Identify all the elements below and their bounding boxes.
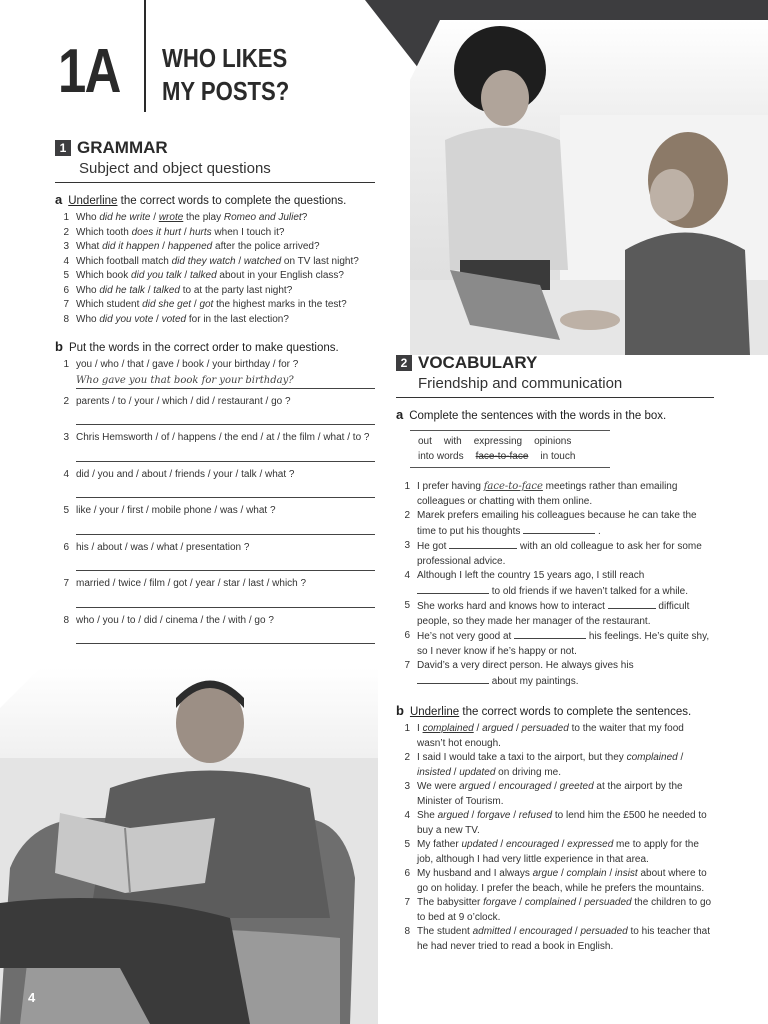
- item-prompt: you / who / that / gave / book / your birthday / for ?: [76, 359, 299, 370]
- list-item: [396, 480, 714, 509]
- photo-colleagues-illustration: [410, 20, 768, 355]
- list-item: [396, 751, 714, 780]
- answer-line[interactable]: [76, 374, 375, 389]
- item-number: 6: [404, 868, 410, 879]
- list-item: [55, 255, 375, 270]
- answer-line[interactable]: [76, 556, 375, 571]
- item-text: The babysitter forgave / complained / persuaded the children to go to bed at 9 o’clock.: [417, 897, 712, 923]
- exercise-letter-a: a: [55, 192, 63, 207]
- item-text: [76, 541, 375, 572]
- grammar-heading: [55, 138, 375, 158]
- item-text: She works hard and knows how to interact difficult people, so they made her manager of the restaurant.: [417, 601, 690, 627]
- item-number: 8: [63, 614, 69, 626]
- item-text: [76, 468, 375, 499]
- item-number: 7: [404, 897, 410, 908]
- item-text: [76, 395, 375, 426]
- list-item: [55, 614, 375, 645]
- list-item: [55, 298, 375, 313]
- item-number: 5: [404, 839, 410, 850]
- vocabulary-a-instruction: [396, 407, 714, 422]
- item-text: He’s not very good at his feelings. He’s quite shy, so I never know if he’s happy or not.: [417, 631, 710, 657]
- grammar-heading-text: GRAMMAR: [77, 138, 168, 157]
- item-text: Marek prefers emailing his colleagues because he can take the time to put his thoughts .: [417, 510, 697, 537]
- item-number: 1: [63, 359, 69, 370]
- vocabulary-a-instruction-text: Complete the sentences with the words in the box.: [409, 410, 667, 422]
- item-number: 4: [404, 810, 410, 821]
- item-text: I said I would take a taxi to the airport, but they complained / insisted / updated on driving me.: [417, 752, 684, 778]
- item-text: Which student did she get / got the highest marks in the test?: [76, 299, 347, 310]
- box-word: into words: [418, 451, 464, 462]
- vocabulary-number-badge: 2: [396, 355, 412, 371]
- item-prompt: like / your / first / mobile phone / was / what ?: [76, 505, 276, 516]
- box-word: expressing: [473, 436, 523, 447]
- item-text: David’s a very direct person. He always gives his about my paintings.: [417, 660, 634, 687]
- item-number: 8: [63, 313, 69, 325]
- vocabulary-subheading: Friendship and communication: [418, 375, 623, 392]
- item-text: Who did you vote / voted for in the last election?: [76, 313, 289, 325]
- item-number: 2: [404, 752, 410, 763]
- vocabulary-heading-text: VOCABULARY: [418, 353, 538, 372]
- item-number: 4: [63, 468, 69, 480]
- item-number: 5: [63, 505, 69, 516]
- item-number: 5: [63, 270, 69, 281]
- box-word: face-to-face: [475, 451, 529, 462]
- list-item: [55, 395, 375, 426]
- item-text: My husband and I always argue / complain / insist about where to go on holiday. I prefer the beach, while he prefers the mountains.: [417, 868, 707, 894]
- photo-colleagues: [410, 20, 768, 355]
- answer-line[interactable]: [76, 447, 375, 462]
- list-item: [55, 541, 375, 572]
- box-word: out: [418, 436, 432, 447]
- grammar-a-list: [55, 211, 375, 327]
- word-box-row-1: [418, 434, 610, 449]
- list-item: [396, 867, 714, 896]
- grammar-subheading: Subject and object questions: [79, 160, 271, 177]
- item-text: We were argued / encouraged / greeted at the airport by the Minister of Tourism.: [417, 781, 683, 807]
- answer-line[interactable]: [76, 410, 375, 425]
- item-number: 7: [63, 578, 69, 589]
- list-item: [396, 629, 714, 659]
- answer-line[interactable]: [76, 483, 375, 498]
- vocabulary-b-instruction-text: the correct words to complete the sentences.: [459, 706, 692, 718]
- list-item: [396, 896, 714, 925]
- list-item: [55, 504, 375, 535]
- list-item: [55, 226, 375, 241]
- vocabulary-b-instruction: [396, 703, 714, 718]
- item-text: She argued / forgave / refused to lend him the £500 he needed to buy a new TV.: [417, 810, 707, 836]
- exercise-letter-a: a: [396, 407, 404, 422]
- unit-code: 1A: [58, 37, 120, 106]
- exercise-letter-b: b: [396, 703, 404, 718]
- box-word: opinions: [534, 436, 572, 447]
- item-number: 3: [404, 781, 410, 792]
- item-prompt: married / twice / film / got / year / star / last / which ?: [76, 578, 307, 589]
- item-text: Which book did you talk / talked about in your English class?: [76, 270, 344, 281]
- exercise-letter-b: b: [55, 339, 63, 354]
- item-number: 2: [63, 395, 69, 407]
- item-text: [76, 504, 375, 535]
- handwritten-answer: Who gave you that book for your birthday?: [76, 374, 294, 386]
- item-number: 1: [404, 723, 410, 734]
- title-divider: [144, 0, 146, 112]
- vocabulary-section: [396, 353, 714, 954]
- item-text: Who did he write / wrote the play Romeo and Juliet?: [76, 212, 308, 223]
- item-number: 6: [404, 630, 410, 641]
- list-item: [396, 569, 714, 599]
- vocabulary-b-list: [396, 722, 714, 954]
- underline-word: Underline: [68, 195, 118, 207]
- list-item: [55, 577, 375, 608]
- item-prompt: his / about / was / what / presentation ?: [76, 541, 250, 553]
- photo-man-reading: [0, 668, 378, 1024]
- item-prompt: Chris Hemsworth / of / happens / the end / at / the film / what / to ?: [76, 432, 370, 443]
- item-text: I complained / argued / persuaded to the waiter that my food wasn’t hot enough.: [417, 723, 684, 749]
- item-number: 1: [404, 481, 410, 492]
- grammar-b-instruction-text: Put the words in the correct order to make questions.: [68, 342, 339, 354]
- unit-title-line1: WHO LIKES: [162, 43, 288, 73]
- page-number: 4: [28, 990, 36, 1005]
- item-text: The student admitted / encouraged / persuaded to his teacher that he had never tried to read a book in English.: [417, 926, 711, 952]
- item-text: [76, 614, 375, 645]
- list-item: [396, 780, 714, 809]
- grammar-b-list: [55, 358, 375, 644]
- item-text: My father updated / encouraged / expressed me to apply for the job, although I had very little experience in that area.: [417, 839, 699, 865]
- list-item: [55, 431, 375, 462]
- box-word: in touch: [540, 451, 576, 462]
- item-text: [76, 431, 375, 462]
- vocabulary-rule: [396, 397, 714, 398]
- list-item: [55, 211, 375, 226]
- item-number: 5: [404, 600, 410, 611]
- underline-word: Underline: [409, 706, 460, 718]
- list-item: [55, 284, 375, 299]
- item-text: What did it happen / happened after the police arrived?: [76, 241, 320, 252]
- unit-title-line2: MY POSTS?: [162, 76, 290, 106]
- list-item: [396, 599, 714, 629]
- grammar-section: [55, 138, 375, 644]
- item-prompt: did / you and / about / friends / your / talk / what ?: [76, 468, 295, 480]
- item-text: Who did he talk / talked to at the party last night?: [76, 284, 293, 296]
- item-number: 7: [404, 660, 410, 671]
- answer-line[interactable]: [76, 593, 375, 608]
- answer-line[interactable]: [76, 520, 375, 535]
- list-item: [55, 313, 375, 328]
- grammar-rule: [55, 182, 375, 183]
- word-box: [410, 430, 610, 468]
- item-number: 1: [63, 212, 69, 223]
- list-item: [396, 838, 714, 867]
- list-item: [55, 358, 375, 389]
- unit-title: [162, 42, 289, 108]
- grammar-number-badge: 1: [55, 140, 71, 156]
- vocabulary-a-list: [396, 480, 714, 689]
- list-item: [55, 269, 375, 284]
- vocabulary-heading: [396, 353, 714, 373]
- item-text: I prefer having face-to-face meetings rather than emailing colleagues or chatting with them online.: [417, 481, 678, 507]
- list-item: [396, 809, 714, 838]
- list-item: [396, 509, 714, 539]
- photo-man-reading-illustration: [0, 668, 378, 1024]
- item-text: Although I left the country 15 years ago, I still reach to old friends if we haven’t talked for a while.: [417, 570, 688, 597]
- item-text: Which football match did they watch / watched on TV last night?: [76, 255, 359, 267]
- item-text: Which tooth does it hurt / hurts when I touch it?: [76, 226, 285, 238]
- item-number: 6: [63, 541, 69, 553]
- list-item: [396, 539, 714, 569]
- list-item: [396, 925, 714, 954]
- item-prompt: who / you / to / did / cinema / the / with / go ?: [76, 614, 274, 626]
- item-number: 6: [63, 284, 69, 296]
- item-number: 4: [404, 570, 410, 581]
- item-number: 7: [63, 299, 69, 310]
- item-text: [76, 577, 375, 608]
- word-box-row-2: [418, 449, 610, 464]
- item-number: 2: [404, 510, 410, 521]
- item-text: He got with an old colleague to ask her for some professional advice.: [417, 541, 702, 567]
- list-item: [396, 659, 714, 689]
- grammar-a-instruction: [55, 192, 375, 207]
- grammar-a-instruction-text: the correct words to complete the questions.: [117, 195, 347, 207]
- list-item: [55, 240, 375, 255]
- list-item: [396, 722, 714, 751]
- list-item: [55, 468, 375, 499]
- item-number: 4: [63, 255, 69, 267]
- item-text: [76, 358, 375, 389]
- item-prompt: parents / to / your / which / did / restaurant / go ?: [76, 395, 291, 407]
- item-number: 3: [404, 540, 410, 551]
- item-number: 3: [63, 241, 69, 252]
- grammar-b-instruction: [55, 339, 375, 354]
- item-number: 8: [404, 926, 410, 937]
- item-number: 3: [63, 432, 69, 443]
- answer-line[interactable]: [76, 629, 375, 644]
- box-word: with: [443, 436, 462, 447]
- item-number: 2: [63, 226, 69, 238]
